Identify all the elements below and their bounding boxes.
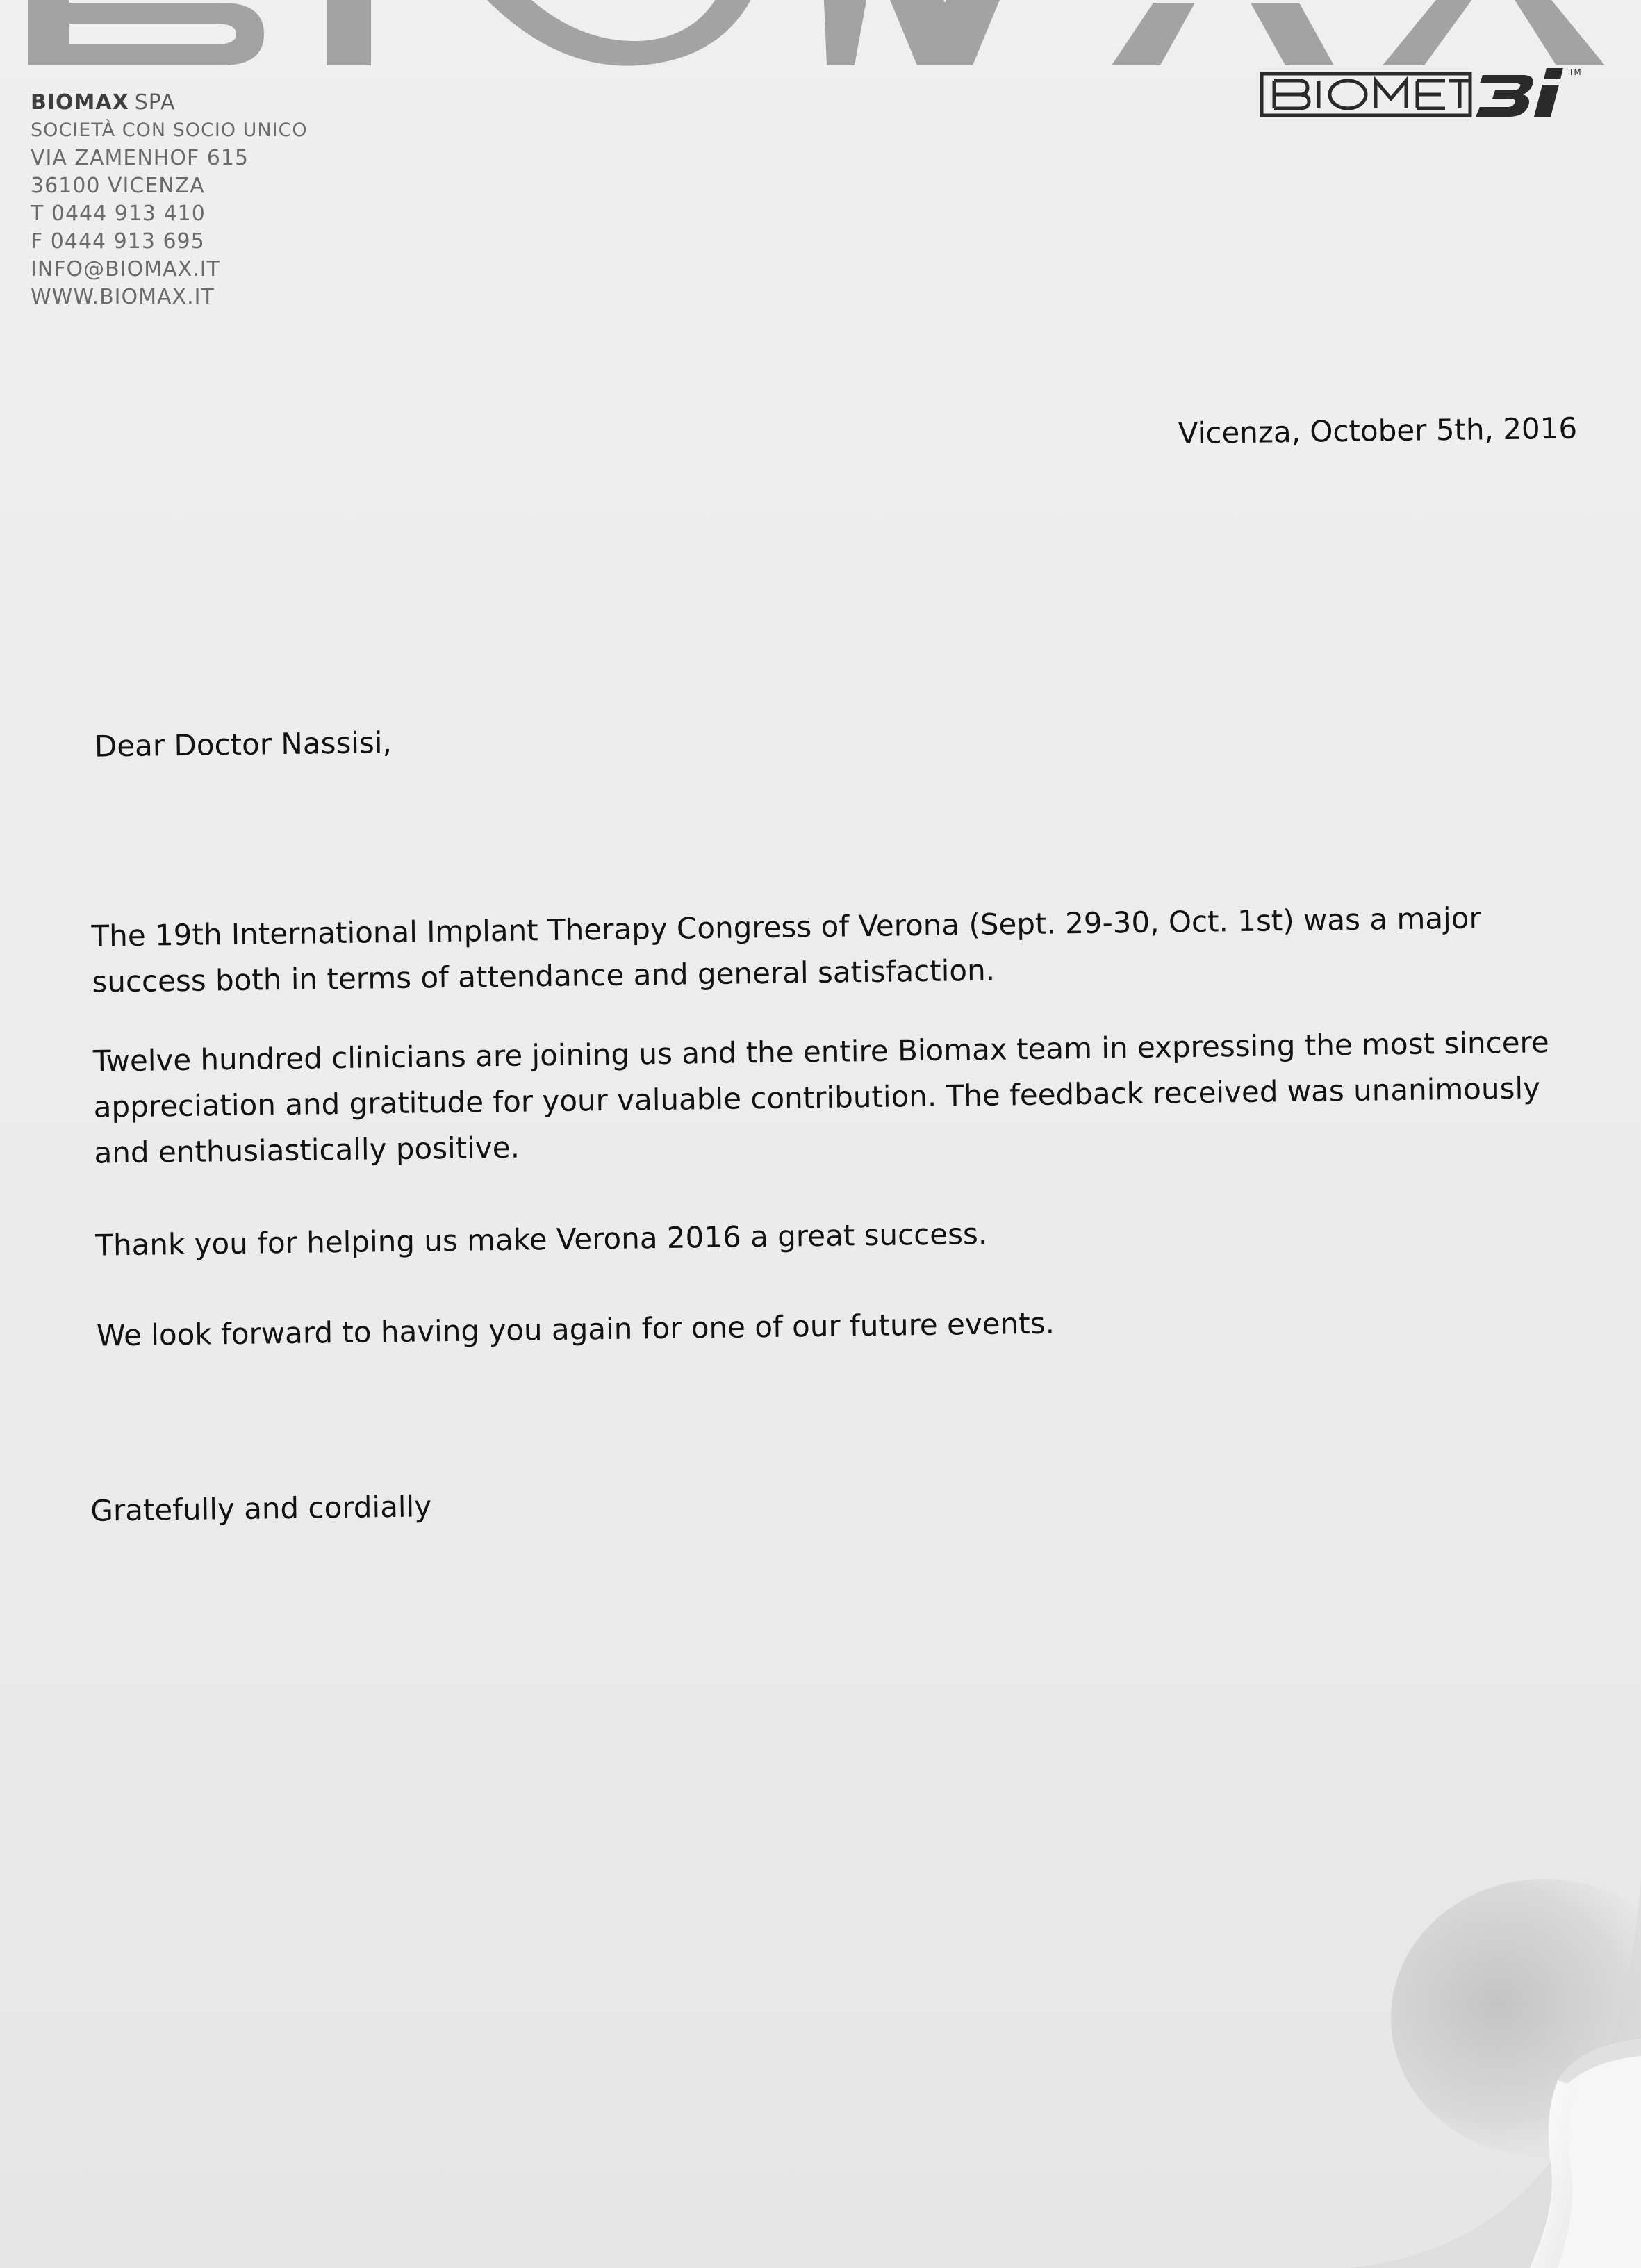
company-name-suffix: SPA	[134, 90, 176, 115]
letter-closing: Gratefully and cordially	[90, 1489, 432, 1528]
letter-date: Vicenza, October 5th, 2016	[1178, 411, 1578, 451]
company-fax: F 0444 913 695	[31, 229, 205, 254]
company-name-row	[31, 89, 308, 117]
company-email: INFO@BIOMAX.IT	[31, 257, 220, 281]
letter-paragraph-thanks: Thank you for helping us make Verona 2016 a great success.	[95, 1216, 988, 1263]
biomet-3i-logo	[1259, 64, 1599, 121]
letter-paragraph-future-events: We look forward to having you again for one of our future events.	[96, 1306, 1055, 1353]
company-city: 36100 VICENZA	[31, 174, 205, 198]
letter-paragraph-congress: The 19th International Implant Therapy Congress of Verona (Sept. 29-30, Oct. 1st) was a major success both in terms of attendance and general satisfaction.	[91, 901, 1481, 999]
svg-text:TM: TM	[1569, 67, 1581, 77]
company-street: VIA ZAMENHOF 615	[31, 146, 249, 170]
letterhead-address-block	[31, 89, 308, 311]
company-phone: T 0444 913 410	[31, 202, 206, 226]
company-name: BIOMAX	[31, 90, 129, 115]
company-website: WWW.BIOMAX.IT	[31, 285, 215, 309]
letter-body	[69, 411, 1578, 1528]
biomet-3i-logo-graphic	[1259, 64, 1599, 121]
letter-salutation: Dear Doctor Nassisi,	[94, 725, 393, 764]
letter-paragraph-appreciation: Twelve hundred clinicians are joining us and the entire Biomax team in expressing the most sincere appreciation and gratitude for your valuable contribution. The feedback received was unanimously and enthusiastically positive.	[92, 1025, 1549, 1170]
biomax-watermark-logo	[14, 0, 1640, 72]
company-type: SOCIETÀ CON SOCIO UNICO	[31, 120, 308, 141]
page-curl-corner	[1349, 1879, 1641, 2268]
